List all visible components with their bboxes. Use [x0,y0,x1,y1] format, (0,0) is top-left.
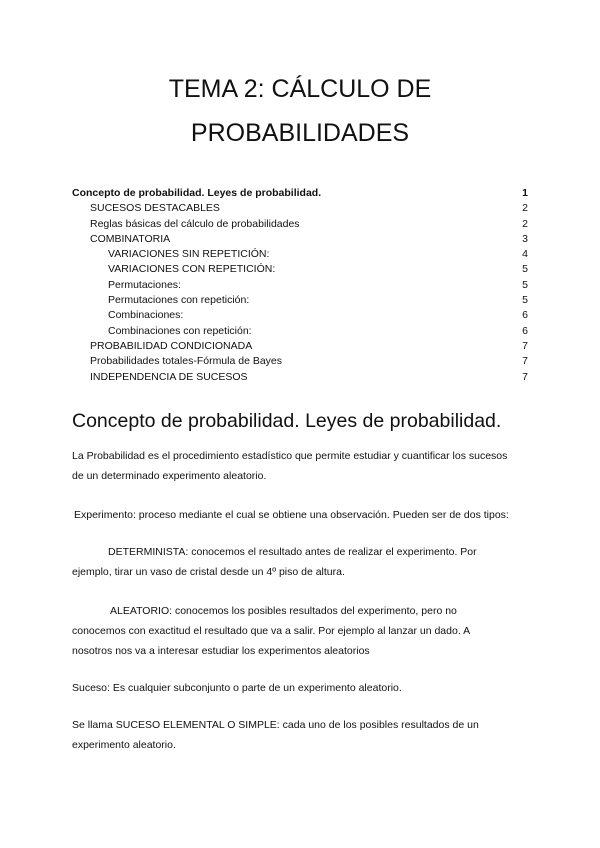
toc-entry[interactable] [72,324,528,339]
toc-entry-label: VARIACIONES SIN REPETICIÓN: [108,248,270,261]
toc-entry-page: 1 [522,187,528,199]
toc-entry[interactable] [72,293,528,308]
toc-entry-page: 6 [522,309,528,322]
toc-entry[interactable] [72,354,528,369]
toc-entry-label: Reglas básicas del cálculo de probabilidades [90,217,300,230]
intro-paragraph: La Probabilidad es el procedimiento estadístico que permite estudiar y cuantificar los sucesos de un determinado experimento aleatorio. [72,450,508,482]
section-heading: Concepto de probabilidad. Leyes de probabilidad. [72,410,502,432]
toc-entry-label: Concepto de probabilidad. Leyes de probabilidad. [72,187,322,199]
toc-entry-label: Combinaciones con repetición: [108,324,252,337]
toc-entry-label: Probabilidades totales-Fórmula de Bayes [90,355,283,368]
deterministic-paragraph: DETERMINISTA: conocemos el resultado antes de realizar el experimento. Por ejemplo, tirar un vaso de cristal desde un 4º piso de altura. [72,546,477,578]
toc-entry[interactable] [72,339,528,354]
toc-entry-page: 2 [522,217,528,230]
toc-entry[interactable] [72,247,528,262]
toc-entry[interactable] [72,370,528,385]
toc-entry-page: 7 [522,370,528,383]
document-title-line-1: TEMA 2: CÁLCULO DE [168,75,432,103]
toc-entry[interactable] [72,262,528,277]
toc-entry-page: 5 [522,278,528,291]
toc-entry-label: INDEPENDENCIA DE SUCESOS [90,370,248,383]
toc-entry-page: 6 [522,324,528,337]
toc-entry-page: 5 [522,263,528,276]
toc-entry-page: 5 [522,294,528,307]
toc-entry-label: Permutaciones: [108,278,181,291]
toc-entry-label: Combinaciones: [108,309,184,322]
toc-entry-label: VARIACIONES CON REPETICIÓN: [108,263,276,276]
document-title-line-2: PROBABILIDADES [190,119,410,147]
event-definition-paragraph: Suceso: Es cualquier subconjunto o parte de un experimento aleatorio. [72,682,402,694]
toc-entry[interactable] [72,201,528,216]
table-of-contents [72,186,528,385]
toc-entry-label: SUCESOS DESTACABLES [90,202,220,215]
toc-entry-page: 4 [522,248,528,261]
toc-entry-label: PROBABILIDAD CONDICIONADA [90,339,253,352]
toc-entry-label: Permutaciones con repetición: [108,294,250,307]
toc-entry-label: COMBINATORIA [90,232,171,245]
experiment-definition-paragraph: Experimento: proceso mediante el cual se obtiene una observación. Pueden ser de dos tipos: [74,509,509,521]
toc-entry[interactable] [72,217,528,232]
toc-entry[interactable] [72,186,528,201]
toc-entry-page: 7 [522,339,528,352]
toc-entry[interactable] [72,278,528,293]
toc-entry[interactable] [72,232,528,247]
elementary-event-paragraph: Se llama SUCESO ELEMENTAL O SIMPLE: cada uno de los posibles resultados de un experimento aleatorio. [72,719,479,751]
toc-entry[interactable] [72,308,528,323]
toc-entry-page: 2 [522,202,528,215]
random-paragraph: ALEATORIO: conocemos los posibles resultados del experimento, pero no conocemos con exactitud el resultado que va a salir. Por ejemplo al lanzar un dado. A nosotros nos va a interesar estudiar los experimentos aleatorios [72,605,470,657]
toc-entry-page: 3 [522,232,528,245]
toc-entry-page: 7 [522,355,528,368]
